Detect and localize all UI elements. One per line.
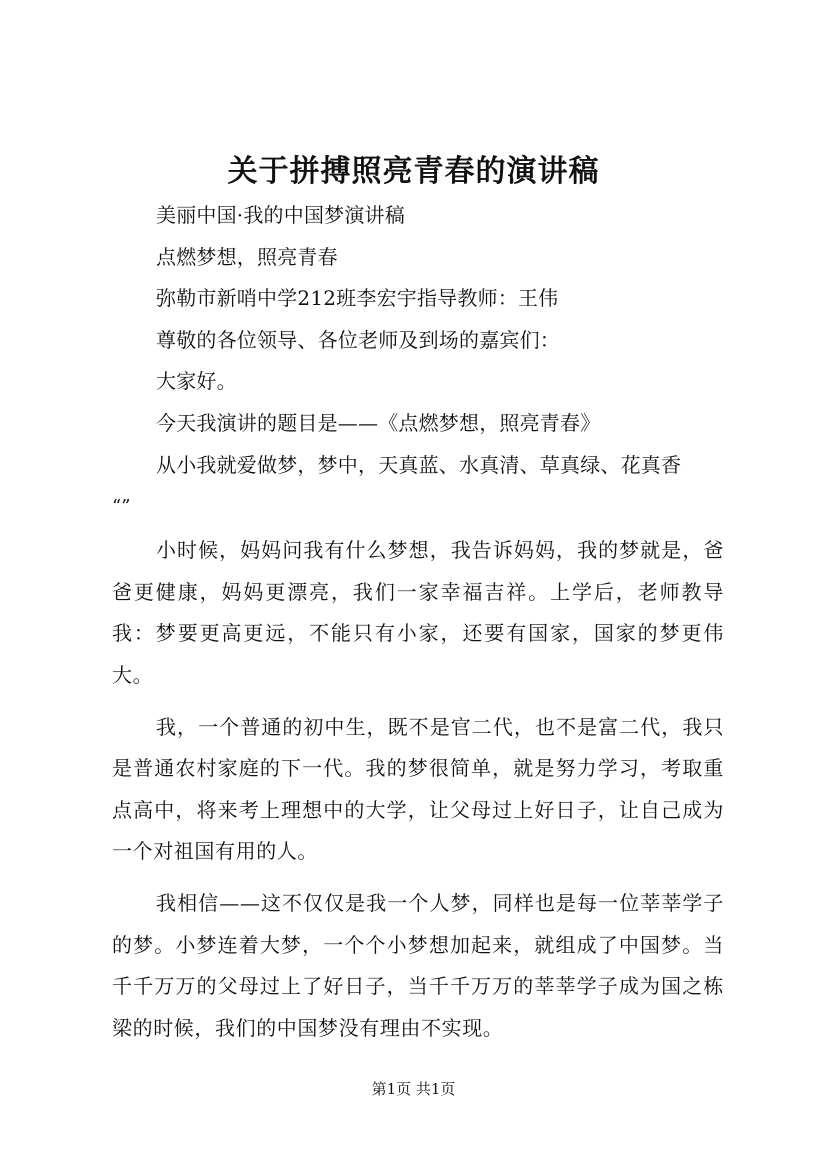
paragraph-belief: 我相信——这不仅仅是我一个人梦，同样也是每一位莘莘学子的梦。小梦连着大梦，一个个小梦想加起来，就组成了中国梦。当千千万万的父母过上了好日子，当千千万万的莘莘学子成为国之栋梁的时候，我们的中国梦没有理由不实现。 (112, 890, 724, 1040)
paragraph-childhood: 小时候，妈妈问我有什么梦想，我告诉妈妈，我的梦就是，爸爸更健康，妈妈更漂亮，我们一家幸福吉祥。上学后，老师教导我：梦要更高更远，不能只有小家，还要有国家，国家的梦更伟大。 (112, 538, 724, 687)
topic-line: 今天我演讲的题目是——《点燃梦想，照亮青春》 (156, 410, 601, 435)
subtitle-line: 美丽中国·我的中国梦演讲稿 (156, 203, 405, 227)
document-title: 关于拼搏照亮青春的演讲稿 (227, 154, 600, 189)
hello-line: 大家好。 (156, 369, 237, 394)
quotes-line: “” (112, 496, 131, 518)
paragraph-student: 我，一个普通的初中生，既不是官二代，也不是富二代，我只是普通农村家庭的下一代。我的梦很简单，就是努力学习，考取重点高中，将来考上理想中的大学，让父母过上好日子，让自己成为一个对祖国有用的人。 (112, 714, 724, 864)
page-footer: 第1页 共1页 (371, 1080, 456, 1098)
document-body (112, 197, 724, 1049)
dream-line: 从小我就爱做梦，梦中，天真蓝、水真清、草真绿、花真香 (156, 452, 682, 477)
speech-title-line: 点燃梦想，照亮青春 (156, 244, 338, 269)
greeting-line: 尊敬的各位领导、各位老师及到场的嘉宾们： (156, 327, 560, 352)
author-line: 弥勒市新哨中学212班李宏宇指导教师：王伟 (156, 286, 559, 311)
